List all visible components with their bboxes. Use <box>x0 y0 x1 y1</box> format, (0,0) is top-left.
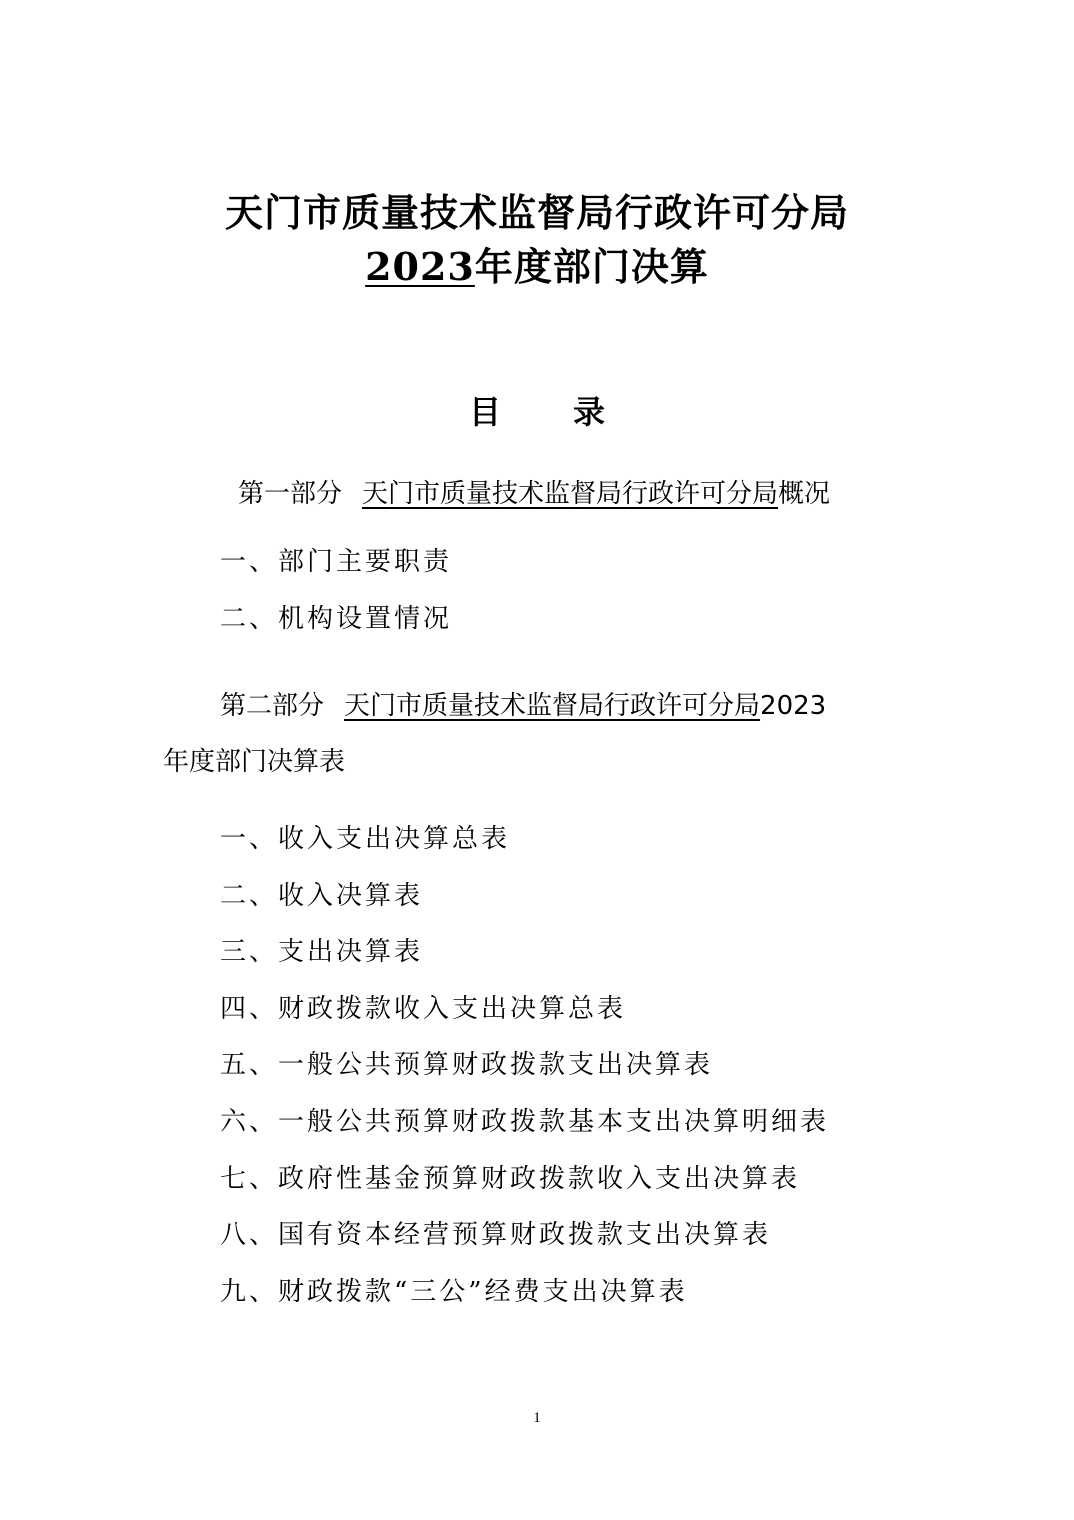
toc-item: 一、收入支出决算总表 <box>220 824 511 854</box>
toc-heading-char-1: 目 <box>468 393 501 431</box>
toc-item: 八、国有资本经营预算财政拨款支出决算表 <box>220 1220 772 1250</box>
part-2-heading-continuation: 年度部门决算表 <box>163 747 346 777</box>
toc-heading-char-2: 录 <box>573 393 606 431</box>
title-year: 2023 <box>365 244 475 289</box>
toc-item: 七、政府性基金预算财政拨款收入支出决算表 <box>220 1164 801 1194</box>
document-title-line-1: 天门市质量技术监督局行政许可分局 <box>224 190 849 235</box>
part-2-name: 天门市质量技术监督局行政许可分局 <box>344 691 761 721</box>
part-1-label: 第一部分 <box>238 479 343 509</box>
toc-item: 四、财政拨款收入支出决算总表 <box>220 994 627 1024</box>
part-1-heading <box>238 476 830 512</box>
part-1-name: 天门市质量技术监督局行政许可分局 <box>362 479 779 509</box>
toc-item: 二、收入决算表 <box>220 881 424 911</box>
toc-item: 五、一般公共预算财政拨款支出决算表 <box>220 1050 714 1080</box>
toc-item: 九、财政拨款“三公”经费支出决算表 <box>220 1277 688 1307</box>
part-1-suffix: 概况 <box>778 479 831 509</box>
toc-item: 六、一般公共预算财政拨款基本支出决算明细表 <box>220 1107 830 1137</box>
page-number: 1 <box>533 1410 541 1426</box>
part-2-label: 第二部分 <box>220 691 325 721</box>
toc-item: 三、支出决算表 <box>220 937 424 967</box>
toc-heading <box>0 390 1074 434</box>
title-suffix: 年度部门决算 <box>474 244 709 289</box>
part-2-heading <box>220 688 826 724</box>
document-title-line-2 <box>0 244 1074 290</box>
toc-item: 一、部门主要职责 <box>220 547 453 577</box>
toc-item: 二、机构设置情况 <box>220 604 453 634</box>
part-2-year: 2023 <box>760 691 827 721</box>
